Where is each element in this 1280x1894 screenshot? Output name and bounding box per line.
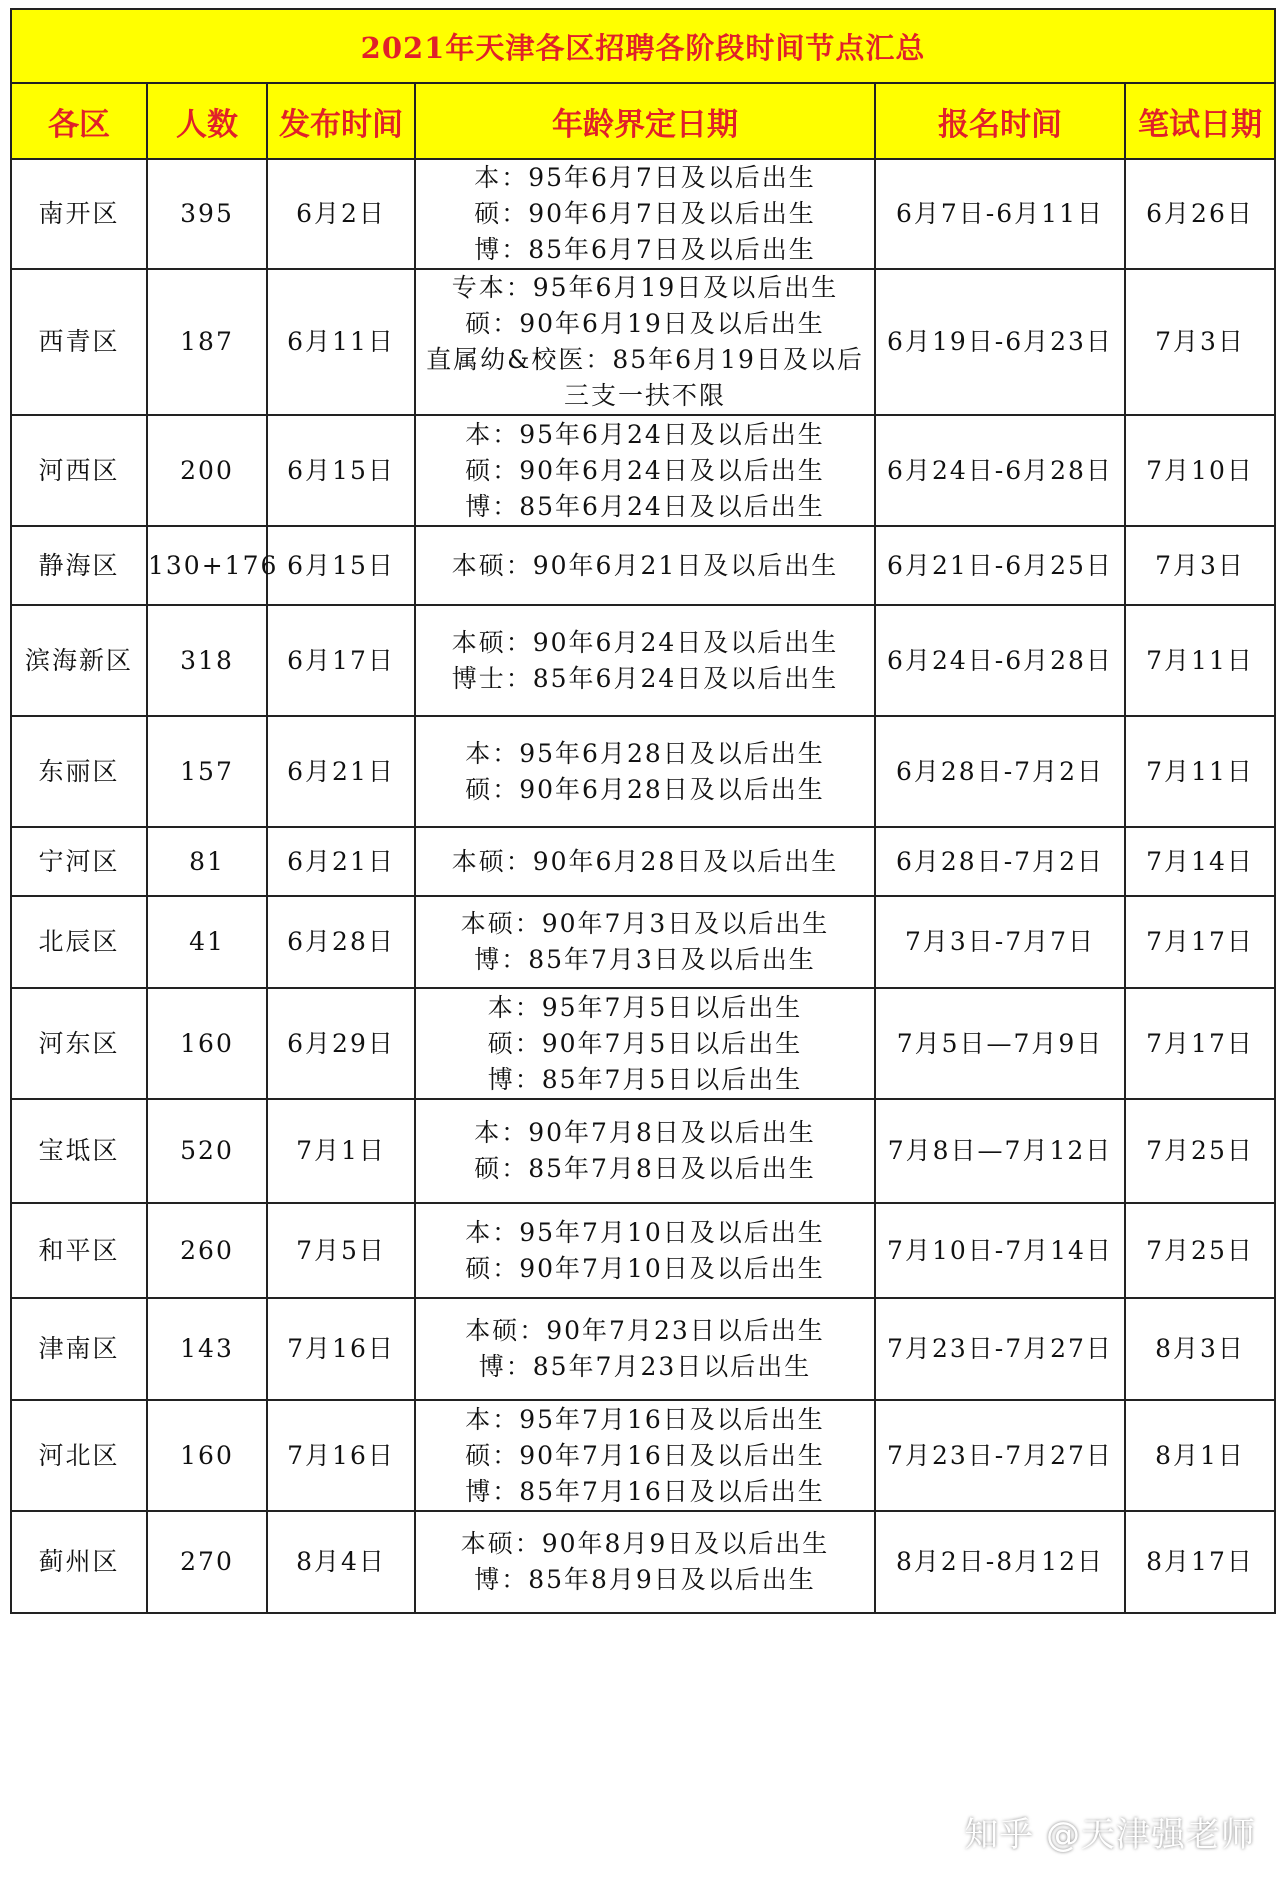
district-cell: 河北区 <box>11 1400 147 1511</box>
exam-date-cell: 8月17日 <box>1125 1511 1275 1613</box>
age-cutoff-line: 本：95年6月28日及以后出生 <box>465 738 825 768</box>
exam-date-cell: 7月17日 <box>1125 988 1275 1099</box>
table-row <box>11 526 1275 605</box>
age-cutoff-line: 博：85年8月9日及以后出生 <box>474 1565 816 1594</box>
district-cell: 南开区 <box>11 159 147 269</box>
signup-period-cell: 8月2日-8月12日 <box>875 1511 1125 1613</box>
exam-date-cell: 7月17日 <box>1125 896 1275 988</box>
signup-period-cell: 7月23日-7月27日 <box>875 1298 1125 1400</box>
header-publish-date: 发布时间 <box>267 83 415 159</box>
signup-period-cell: 6月19日-6月23日 <box>875 269 1125 415</box>
age-cutoff-line: 三支一扶不限 <box>563 381 726 410</box>
district-cell: 静海区 <box>11 526 147 605</box>
watermark: 知乎 @天津强老师 <box>964 1815 1256 1855</box>
publish-date-cell: 6月29日 <box>267 988 415 1099</box>
header-count: 人数 <box>147 83 267 159</box>
count-cell: 160 <box>147 1400 267 1511</box>
age-cutoff-line: 硕：90年6月28日及以后出生 <box>465 774 825 804</box>
exam-date-cell: 8月1日 <box>1125 1400 1275 1511</box>
district-cell: 宁河区 <box>11 827 147 896</box>
age-cutoff-cell <box>415 716 875 827</box>
age-cutoff-line: 本：95年6月24日及以后出生 <box>465 419 825 449</box>
age-cutoff-line: 本硕：90年8月9日及以后出生 <box>460 1529 830 1558</box>
age-cutoff-line: 博：85年7月5日以后出生 <box>487 1064 803 1094</box>
age-cutoff-line: 专本：95年6月19日及以后出生 <box>451 273 839 302</box>
publish-date-cell: 6月11日 <box>267 269 415 415</box>
age-cutoff-line: 本：95年7月16日及以后出生 <box>465 1404 825 1434</box>
count-cell: 270 <box>147 1511 267 1613</box>
age-cutoff-line: 直属幼&校医：85年6月19日及以后 <box>426 345 864 374</box>
table-row <box>11 1298 1275 1400</box>
table-row <box>11 896 1275 988</box>
age-cutoff-line: 本硕：90年6月21日及以后出生 <box>451 550 839 580</box>
exam-date-cell: 7月3日 <box>1125 269 1275 415</box>
publish-date-cell: 6月21日 <box>267 827 415 896</box>
age-cutoff-line: 本硕：90年6月28日及以后出生 <box>451 846 839 876</box>
exam-date-cell: 7月25日 <box>1125 1099 1275 1203</box>
district-cell: 西青区 <box>11 269 147 415</box>
table-row <box>11 716 1275 827</box>
title-row <box>11 9 1275 83</box>
age-cutoff-line: 博：85年7月23日以后出生 <box>478 1352 812 1381</box>
age-cutoff-cell <box>415 1298 875 1400</box>
count-cell: 157 <box>147 716 267 827</box>
publish-date-cell: 7月16日 <box>267 1400 415 1511</box>
count-cell: 81 <box>147 827 267 896</box>
age-cutoff-line: 本硕：90年6月24日及以后出生 <box>451 627 839 657</box>
district-cell: 北辰区 <box>11 896 147 988</box>
table-title: 2021年天津各区招聘各阶段时间节点汇总 <box>11 9 1275 83</box>
count-cell: 143 <box>147 1298 267 1400</box>
exam-date-cell: 7月10日 <box>1125 415 1275 526</box>
age-cutoff-cell <box>415 1099 875 1203</box>
publish-date-cell: 6月2日 <box>267 159 415 269</box>
publish-date-cell: 6月15日 <box>267 526 415 605</box>
count-cell: 160 <box>147 988 267 1099</box>
publish-date-cell: 7月1日 <box>267 1099 415 1203</box>
schedule-table <box>10 8 1276 1614</box>
district-cell: 宝坻区 <box>11 1099 147 1203</box>
table-row <box>11 988 1275 1099</box>
district-cell: 津南区 <box>11 1298 147 1400</box>
exam-date-cell: 6月26日 <box>1125 159 1275 269</box>
signup-period-cell: 7月23日-7月27日 <box>875 1400 1125 1511</box>
signup-period-cell: 7月10日-7月14日 <box>875 1203 1125 1298</box>
signup-period-cell: 7月8日—7月12日 <box>875 1099 1125 1203</box>
table-row <box>11 1203 1275 1298</box>
count-cell: 520 <box>147 1099 267 1203</box>
age-cutoff-line: 硕：90年7月16日及以后出生 <box>465 1440 825 1470</box>
signup-period-cell: 6月24日-6月28日 <box>875 415 1125 526</box>
signup-period-cell: 6月28日-7月2日 <box>875 716 1125 827</box>
age-cutoff-cell <box>415 415 875 526</box>
signup-period-cell: 7月3日-7月7日 <box>875 896 1125 988</box>
age-cutoff-line: 本：90年7月8日及以后出生 <box>474 1118 816 1147</box>
exam-date-cell: 8月3日 <box>1125 1298 1275 1400</box>
table-body <box>11 159 1275 1613</box>
count-cell: 318 <box>147 605 267 716</box>
publish-date-cell: 6月28日 <box>267 896 415 988</box>
table-row <box>11 159 1275 269</box>
count-cell: 395 <box>147 159 267 269</box>
age-cutoff-line: 博：85年7月16日及以后出生 <box>465 1476 825 1506</box>
table-row <box>11 1099 1275 1203</box>
signup-period-cell: 6月7日-6月11日 <box>875 159 1125 269</box>
header-row <box>11 83 1275 159</box>
exam-date-cell: 7月14日 <box>1125 827 1275 896</box>
district-cell: 蓟州区 <box>11 1511 147 1613</box>
count-cell: 260 <box>147 1203 267 1298</box>
count-cell: 41 <box>147 896 267 988</box>
header-exam-date: 笔试日期 <box>1125 83 1275 159</box>
signup-period-cell: 7月5日—7月9日 <box>875 988 1125 1099</box>
age-cutoff-cell <box>415 526 875 605</box>
age-cutoff-line: 本硕：90年7月3日及以后出生 <box>460 909 830 938</box>
age-cutoff-line: 硕：90年6月7日及以后出生 <box>474 199 816 228</box>
publish-date-cell: 8月4日 <box>267 1511 415 1613</box>
publish-date-cell: 6月15日 <box>267 415 415 526</box>
age-cutoff-cell <box>415 988 875 1099</box>
district-cell: 滨海新区 <box>11 605 147 716</box>
age-cutoff-cell <box>415 1203 875 1298</box>
count-cell: 187 <box>147 269 267 415</box>
age-cutoff-line: 本：95年7月10日及以后出生 <box>465 1217 825 1247</box>
age-cutoff-line: 博：85年7月3日及以后出生 <box>474 945 816 974</box>
age-cutoff-cell <box>415 159 875 269</box>
district-cell: 和平区 <box>11 1203 147 1298</box>
age-cutoff-cell <box>415 1511 875 1613</box>
publish-date-cell: 7月5日 <box>267 1203 415 1298</box>
header-district: 各区 <box>11 83 147 159</box>
count-cell: 130+176 <box>147 526 267 605</box>
exam-date-cell: 7月25日 <box>1125 1203 1275 1298</box>
signup-period-cell: 6月24日-6月28日 <box>875 605 1125 716</box>
signup-period-cell: 6月21日-6月25日 <box>875 526 1125 605</box>
table-row <box>11 827 1275 896</box>
exam-date-cell: 7月3日 <box>1125 526 1275 605</box>
publish-date-cell: 7月16日 <box>267 1298 415 1400</box>
district-cell: 河东区 <box>11 988 147 1099</box>
table-row <box>11 269 1275 415</box>
age-cutoff-cell <box>415 896 875 988</box>
table-row <box>11 1511 1275 1613</box>
publish-date-cell: 6月21日 <box>267 716 415 827</box>
age-cutoff-cell <box>415 1400 875 1511</box>
age-cutoff-cell <box>415 827 875 896</box>
header-signup-period: 报名时间 <box>875 83 1125 159</box>
age-cutoff-line: 博士：85年6月24日及以后出生 <box>451 663 839 693</box>
age-cutoff-line: 博：85年6月7日及以后出生 <box>474 235 816 264</box>
age-cutoff-line: 本：95年7月5日以后出生 <box>487 992 803 1022</box>
district-cell: 东丽区 <box>11 716 147 827</box>
exam-date-cell: 7月11日 <box>1125 716 1275 827</box>
age-cutoff-line: 本：95年6月7日及以后出生 <box>474 163 816 192</box>
district-cell: 河西区 <box>11 415 147 526</box>
table-row <box>11 1400 1275 1511</box>
signup-period-cell: 6月28日-7月2日 <box>875 827 1125 896</box>
age-cutoff-line: 硕：90年6月19日及以后出生 <box>465 309 825 338</box>
count-cell: 200 <box>147 415 267 526</box>
age-cutoff-line: 硕：85年7月8日及以后出生 <box>474 1154 816 1183</box>
header-age-cutoff: 年龄界定日期 <box>415 83 875 159</box>
age-cutoff-cell <box>415 605 875 716</box>
table-row <box>11 415 1275 526</box>
table-row <box>11 605 1275 716</box>
age-cutoff-line: 硕：90年6月24日及以后出生 <box>465 455 825 485</box>
age-cutoff-line: 硕：90年7月5日以后出生 <box>487 1028 803 1058</box>
exam-date-cell: 7月11日 <box>1125 605 1275 716</box>
age-cutoff-line: 本硕：90年7月23日以后出生 <box>465 1316 825 1345</box>
age-cutoff-cell <box>415 269 875 415</box>
age-cutoff-line: 硕：90年7月10日及以后出生 <box>465 1253 825 1283</box>
age-cutoff-line: 博：85年6月24日及以后出生 <box>465 491 825 521</box>
publish-date-cell: 6月17日 <box>267 605 415 716</box>
